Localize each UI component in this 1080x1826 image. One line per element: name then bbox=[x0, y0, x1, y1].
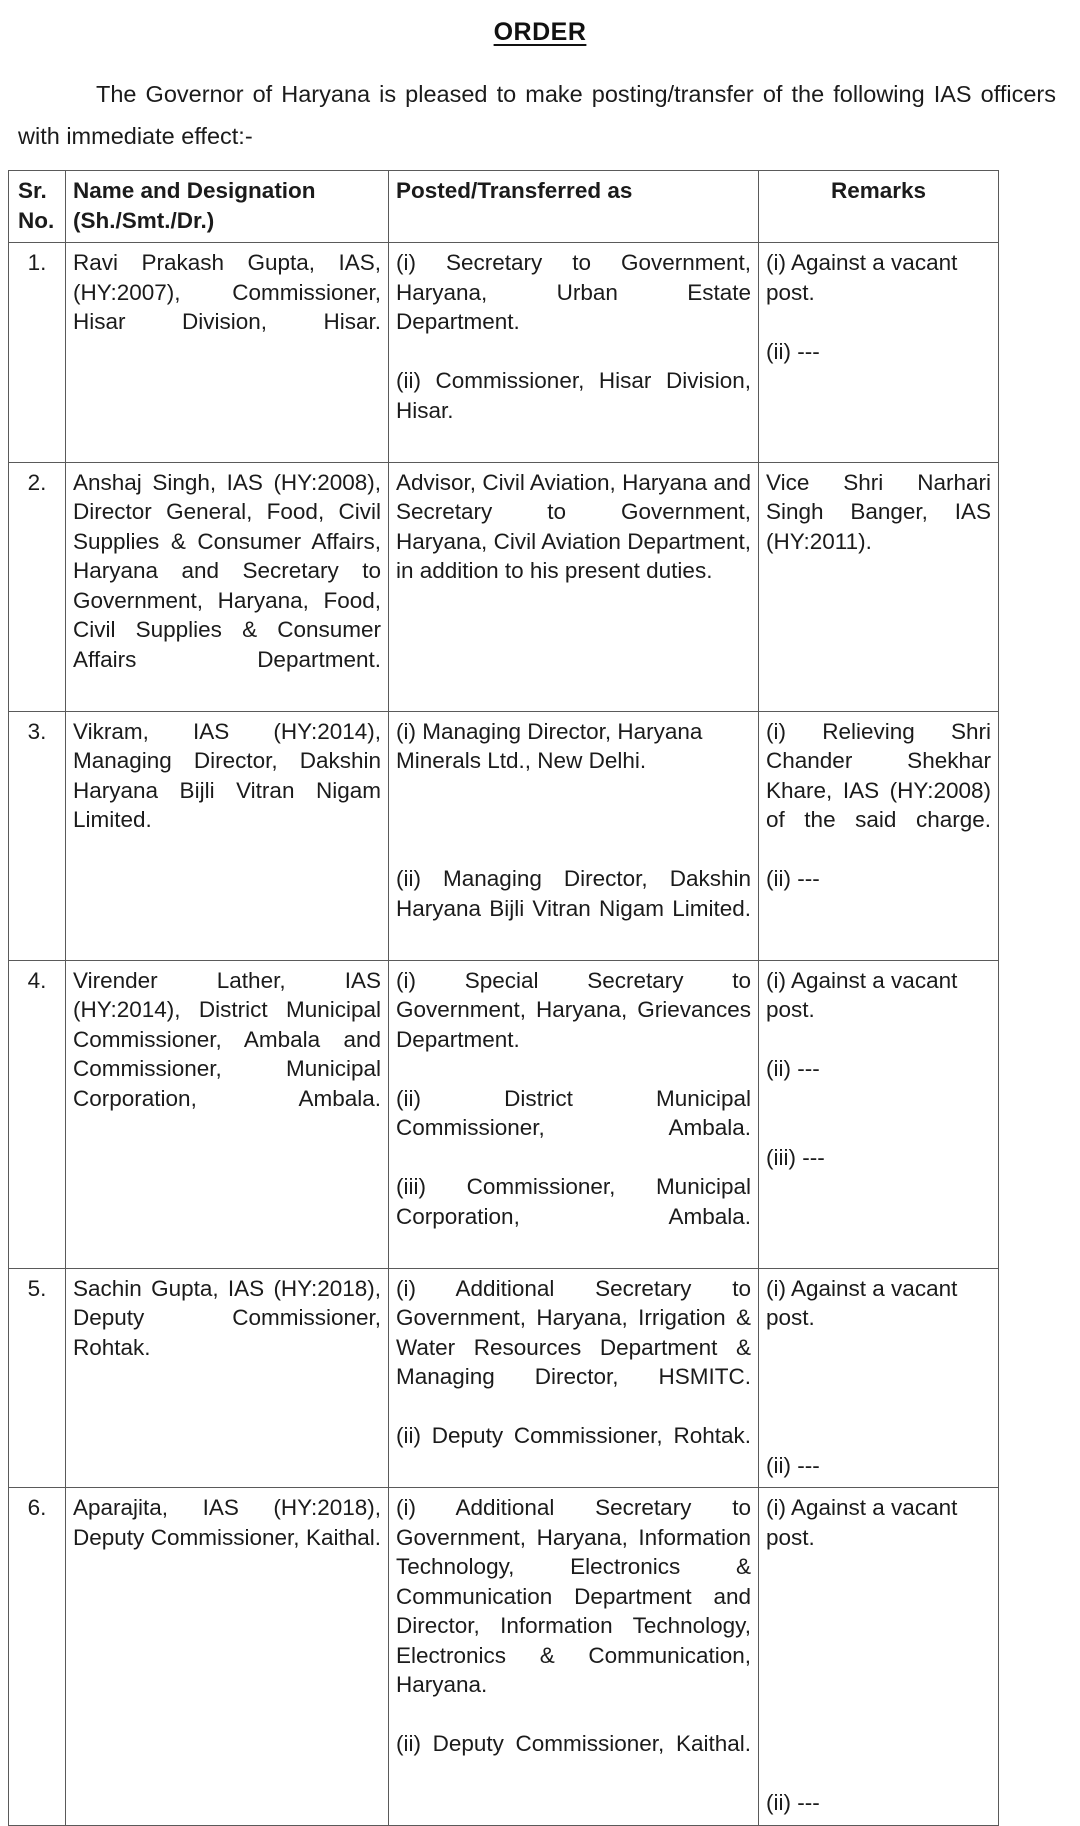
order-table-wrapper bbox=[8, 170, 998, 1826]
cell-remarks bbox=[759, 711, 999, 960]
spacer bbox=[766, 307, 991, 337]
intro-paragraph: The Governor of Haryana is pleased to make posting/transfer of the following IAS officers with immediate effect:- bbox=[18, 81, 1056, 149]
spacer bbox=[766, 1025, 991, 1055]
posted-item: (ii) Commissioner, Hisar Division, Hisar. bbox=[396, 368, 751, 423]
order-table bbox=[8, 170, 999, 1826]
document-page bbox=[0, 18, 1080, 1815]
cell-posted-transferred bbox=[389, 960, 759, 1268]
posted-item: (ii) Deputy Commissioner, Kaithal. bbox=[396, 1731, 751, 1756]
cell-posted-transferred bbox=[389, 243, 759, 463]
cell-name-designation bbox=[66, 711, 389, 960]
cell-remarks bbox=[759, 1488, 999, 1826]
posted-item: (ii) Managing Director, Dakshin Haryana Bijli Vitran Nigam Limited. bbox=[396, 866, 751, 921]
cell-remarks bbox=[759, 1268, 999, 1488]
remarks-item: (i) Against a vacant post. bbox=[766, 1495, 958, 1550]
table-row bbox=[9, 462, 999, 711]
column-header-name-line1: Name and Designation bbox=[73, 178, 316, 203]
page-title: ORDER bbox=[493, 18, 587, 46]
cell-name-text: Ravi Prakash Gupta, IAS, (HY:2007), Commissioner, Hisar Division, Hisar. bbox=[73, 250, 381, 334]
table-body bbox=[9, 243, 999, 1826]
remarks-item: (i) Against a vacant post. bbox=[766, 1275, 958, 1330]
posted-item: (i) Managing Director, Haryana Minerals Ltd., New Delhi. bbox=[396, 718, 703, 773]
remarks-item: (iii) --- bbox=[766, 1144, 825, 1170]
posted-item: (i) Additional Secretary to Government, Haryana, Irrigation & Water Resources Department & Managing Director, HSMITC. bbox=[396, 1275, 751, 1389]
column-header-remarks: Remarks bbox=[759, 171, 999, 243]
cell-name-designation bbox=[66, 462, 389, 711]
cell-name-text: Anshaj Singh, IAS (HY:2008), Director General, Food, Civil Supplies & Consumer Affairs, Haryana and Secretary to Government, Haryana, Food, Civil Supplies & Consumer Affairs Department. bbox=[73, 469, 381, 672]
cell-name-designation bbox=[66, 1268, 389, 1488]
remarks-item: Vice Shri Narhari Singh Banger, IAS (HY:2011). bbox=[766, 469, 991, 554]
cell-sr-no: 2. bbox=[9, 462, 66, 711]
column-header-name-line2: (Sh./Smt./Dr.) bbox=[73, 207, 215, 233]
cell-sr-no: 3. bbox=[9, 711, 66, 960]
posted-item: (ii) District Municipal Commissioner, Ambala. bbox=[396, 1085, 751, 1140]
cell-name-text: Aparajita, IAS (HY:2018), Deputy Commissioner, Kaithal. bbox=[73, 1495, 381, 1550]
remarks-item: (i) Relieving Shri Chander Shekhar Khare, IAS (HY:2008) of the said charge. bbox=[766, 718, 991, 832]
table-row bbox=[9, 243, 999, 463]
posted-item: (iii) Commissioner, Municipal Corporation, Ambala. bbox=[396, 1174, 751, 1229]
spacer bbox=[396, 776, 751, 865]
table-row bbox=[9, 711, 999, 960]
table-header-row bbox=[9, 171, 999, 243]
remarks-item: (ii) --- bbox=[766, 1790, 820, 1815]
cell-sr-no: 4. bbox=[9, 960, 66, 1268]
spacer bbox=[766, 1084, 991, 1143]
remarks-item: (ii) --- bbox=[766, 338, 820, 364]
remarks-item: (ii) --- bbox=[766, 1452, 820, 1478]
cell-name-text: Sachin Gupta, IAS (HY:2018), Deputy Commissioner, Rohtak. bbox=[73, 1275, 381, 1360]
table-row bbox=[9, 1488, 999, 1826]
column-header-posted-transferred: Posted/Transferred as bbox=[389, 171, 759, 243]
posted-item: (i) Secretary to Government, Haryana, Urban Estate Department. bbox=[396, 250, 751, 334]
remarks-item: (ii) --- bbox=[766, 866, 820, 891]
cell-remarks bbox=[759, 960, 999, 1268]
cell-posted-transferred bbox=[389, 711, 759, 960]
posted-item: (ii) Deputy Commissioner, Rohtak. bbox=[396, 1423, 751, 1448]
remarks-item: (ii) --- bbox=[766, 1056, 820, 1081]
posted-item: (i) Additional Secretary to Government, Haryana, Information Technology, Electronics & Communication Department and Director, Information Technology, Electronics & Communication, Haryana. bbox=[396, 1495, 751, 1697]
column-header-sr-no-line1: Sr. bbox=[18, 178, 47, 203]
column-header-sr-no-line2: No. bbox=[18, 207, 55, 233]
table-header bbox=[9, 171, 999, 243]
table-row bbox=[9, 1268, 999, 1488]
cell-posted-transferred bbox=[389, 1488, 759, 1826]
table-row bbox=[9, 960, 999, 1268]
column-header-name-designation bbox=[66, 171, 389, 243]
cell-remarks bbox=[759, 243, 999, 463]
cell-name-text: Vikram, IAS (HY:2014), Managing Director, Dakshin Haryana Bijli Vitran Nigam Limited. bbox=[73, 718, 381, 832]
cell-sr-no: 5. bbox=[9, 1268, 66, 1488]
cell-name-designation bbox=[66, 960, 389, 1268]
cell-posted-transferred bbox=[389, 462, 759, 711]
cell-posted-transferred bbox=[389, 1268, 759, 1488]
cell-sr-no: 6. bbox=[9, 1488, 66, 1826]
column-header-sr-no bbox=[9, 171, 66, 243]
cell-name-designation bbox=[66, 243, 389, 463]
spacer bbox=[766, 1552, 991, 1788]
cell-name-text: Virender Lather, IAS (HY:2014), District Municipal Commissioner, Ambala and Commissioner, Municipal Corporation, Ambala. bbox=[73, 967, 381, 1111]
remarks-item: (i) Against a vacant post. bbox=[766, 967, 958, 1022]
cell-remarks bbox=[759, 462, 999, 711]
posted-item: Advisor, Civil Aviation, Haryana and Secretary to Government, Haryana, Civil Aviation Department, in addition to his present duties. bbox=[396, 469, 751, 583]
posted-item: (i) Special Secretary to Government, Haryana, Grievances Department. bbox=[396, 967, 751, 1052]
spacer bbox=[766, 1333, 991, 1451]
cell-name-designation bbox=[66, 1488, 389, 1826]
remarks-item: (i) Against a vacant post. bbox=[766, 250, 958, 305]
cell-sr-no: 1. bbox=[9, 243, 66, 463]
